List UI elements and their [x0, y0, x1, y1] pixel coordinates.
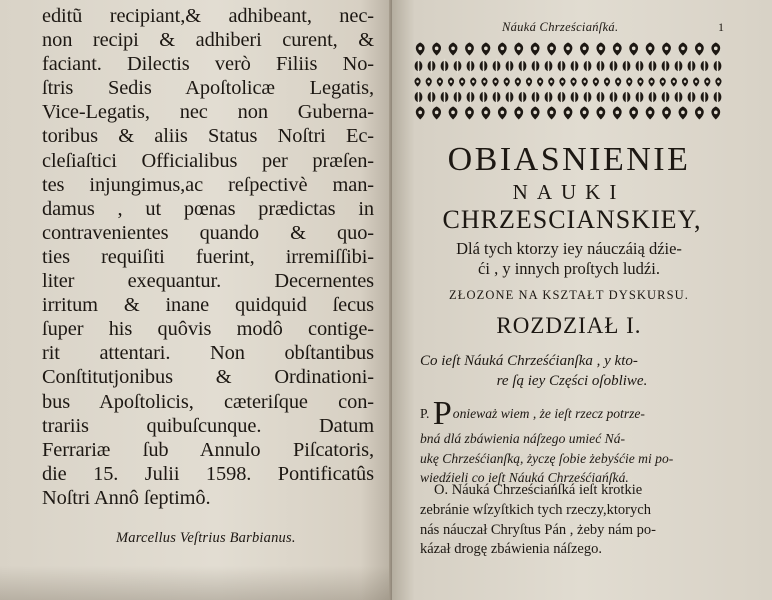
fleuron-stem — [431, 59, 433, 74]
fleuron-eye — [435, 111, 439, 115]
fleuron-eye — [714, 47, 718, 51]
fleuron-stem — [600, 90, 602, 105]
text-line: kázał drogę zbáwienia náſzego. — [420, 541, 602, 558]
fleuron-eye — [472, 80, 475, 83]
fleuron-eye — [650, 80, 653, 83]
fleuron-eye — [418, 47, 422, 51]
title-line-1: OBIASNIENIE — [447, 141, 691, 178]
fleuron-stem — [574, 90, 576, 105]
fleuron-stem — [704, 90, 706, 105]
fleuron-eye — [500, 111, 504, 115]
fleuron-eye — [714, 111, 718, 115]
fleuron-eye — [583, 80, 586, 83]
fleuron-stem — [496, 59, 498, 74]
chapter-question — [420, 351, 724, 391]
fleuron-eye — [484, 47, 488, 51]
fleuron-eye — [583, 47, 587, 51]
text-line: ſuper his quôvis modô contige- — [42, 318, 374, 341]
dialogue-answer — [420, 481, 724, 560]
fleuron-eye — [632, 111, 636, 115]
fleuron-eye — [583, 111, 587, 115]
fleuron-eye — [632, 47, 636, 51]
page-number: 1 — [718, 20, 724, 34]
fleuron-eye — [416, 80, 419, 83]
fleuron-eye — [566, 111, 570, 115]
fleuron-eye — [539, 80, 542, 83]
text-line: contravenientes quando & quo- — [42, 221, 374, 244]
fleuron-eye — [550, 47, 554, 51]
text-line: editũ recipiant,& adhibeant, nec- — [42, 5, 374, 27]
fleuron-stem — [470, 59, 472, 74]
fleuron-stem — [691, 90, 693, 105]
fleuron-eye — [698, 111, 702, 115]
fleuron-eye — [717, 80, 720, 83]
fleuron-eye — [681, 47, 685, 51]
ornament-fleurons — [414, 43, 721, 120]
fleuron-eye — [450, 80, 453, 83]
text-line: ukę Chrześćianſką, życzę ſobie żebyśćie mi po- — [420, 450, 674, 466]
fleuron-eye — [517, 111, 521, 115]
fleuron-stem — [535, 90, 537, 105]
text-line: Noſtri Annô ſeptimô. — [42, 486, 211, 509]
question-line: re ſą iey Części oſobliwe. — [496, 373, 648, 389]
fleuron-stem — [717, 59, 719, 74]
fleuron-stem — [444, 59, 446, 74]
fleuron-stem — [509, 90, 511, 105]
text-line: ties requiſiti fuerint, irremiſſibi- — [42, 245, 374, 268]
speaker-marker: P. — [420, 406, 430, 421]
fleuron-stem — [639, 90, 641, 105]
fleuron-stem — [678, 59, 680, 74]
signature: Marcellus Veſtrius Barbianus. — [116, 530, 296, 546]
fleuron-eye — [706, 80, 709, 83]
fleuron-eye — [628, 80, 631, 83]
fleuron-stem — [587, 59, 589, 74]
fleuron-eye — [661, 80, 664, 83]
title-description — [412, 239, 726, 279]
text-line: non recipi & adhiberi curent, & — [42, 29, 374, 52]
fleuron-eye — [665, 47, 669, 51]
fleuron-stem — [496, 90, 498, 105]
text-line: bus Apoſtolicis, cæteriſque con- — [42, 390, 374, 413]
fleuron-eye — [517, 47, 521, 51]
fleuron-stem — [561, 59, 563, 74]
fleuron-eye — [439, 80, 442, 83]
fleuron-stem — [418, 90, 420, 105]
dialogue-question — [420, 395, 724, 488]
fleuron-eye — [427, 80, 430, 83]
text-line: liter exequantur. Decernentes — [42, 270, 374, 293]
text-line: Conſtitutjonibus & Ordinationi- — [42, 366, 374, 389]
fleuron-stem — [457, 59, 459, 74]
fleuron-eye — [418, 111, 422, 115]
fleuron-stem — [717, 90, 719, 105]
ornamental-headpiece — [412, 40, 724, 122]
fleuron-eye — [461, 80, 464, 83]
description-line: Dlá tych ktorzy iey náuczáią dźie- — [456, 239, 682, 258]
fleuron-stem — [444, 90, 446, 105]
text-line: ſtris Sedis Apoſtolicæ Legatis, — [42, 77, 374, 100]
fleuron-stem — [626, 59, 628, 74]
fleuron-eye — [435, 47, 439, 51]
fleuron-eye — [639, 80, 642, 83]
fleuron-stem — [574, 59, 576, 74]
fleuron-stem — [418, 59, 420, 74]
fleuron-stem — [470, 90, 472, 105]
fleuron-stem — [509, 59, 511, 74]
fleuron-eye — [599, 47, 603, 51]
fleuron-stem — [639, 59, 641, 74]
title-line-3: CHRZESCIANSKIEY, — [442, 205, 702, 234]
fleuron-eye — [451, 47, 455, 51]
fleuron-eye — [500, 47, 504, 51]
fleuron-stem — [613, 59, 615, 74]
text-line: wiedźieli co ieſt Náuká Chrześćiańſká. — [420, 470, 629, 485]
fleuron-stem — [665, 90, 667, 105]
text-line: rit attentari. Non obſtantibus — [42, 342, 374, 365]
fleuron-eye — [517, 80, 520, 83]
fleuron-stem — [691, 59, 693, 74]
fleuron-eye — [673, 80, 676, 83]
fleuron-stem — [704, 59, 706, 74]
fleuron-eye — [648, 111, 652, 115]
fleuron-eye — [505, 80, 508, 83]
fleuron-stem — [522, 90, 524, 105]
fleuron-eye — [566, 47, 570, 51]
fleuron-eye — [615, 111, 619, 115]
text-line: Ferrariæ ſub Annulo Piſcatoris, — [42, 438, 374, 461]
fleuron-eye — [698, 47, 702, 51]
text-line: onieważ wiem , że ieſt rzecz potrze- — [452, 406, 645, 421]
fleuron-eye — [681, 111, 685, 115]
question-line: Co ieſt Náuká Chrześćianſka , y kto- — [420, 353, 638, 369]
text-line: faciant. Dilectis verò Filiis No- — [42, 53, 374, 76]
text-line: die 15. Julii 1598. Pontificatûs — [42, 462, 374, 485]
fleuron-eye — [665, 111, 669, 115]
fleuron-stem — [548, 59, 550, 74]
fleuron-stem — [561, 90, 563, 105]
fleuron-stem — [483, 59, 485, 74]
fleuron-eye — [572, 80, 575, 83]
text-line: zebránie wſzyſtkich tych rzeczy,ktorych — [420, 501, 651, 518]
fleuron-eye — [550, 111, 554, 115]
fleuron-eye — [533, 47, 537, 51]
description-line: ći , y innych proſtych ludźi. — [478, 259, 660, 278]
fleuron-eye — [468, 111, 472, 115]
fleuron-eye — [550, 80, 553, 83]
papal-bull-text — [42, 4, 374, 510]
fleuron-eye — [606, 80, 609, 83]
text-line: trariis quibuſcunque. Datum — [42, 414, 374, 437]
fleuron-stem — [626, 90, 628, 105]
fleuron-eye — [561, 80, 564, 83]
text-line: irritum & inane quidquid ſecus — [42, 294, 374, 317]
fleuron-eye — [533, 111, 537, 115]
text-line: bná dlá zbáwienia náſzego umieć Ná- — [420, 431, 626, 446]
chapter-heading: ROZDZIAŁ I. — [496, 313, 642, 338]
fleuron-stem — [535, 59, 537, 74]
text-line: damus , ut pœnas prædictas in — [42, 197, 374, 220]
dropcap: P — [432, 395, 452, 432]
fleuron-stem — [652, 90, 654, 105]
fleuron-eye — [599, 111, 603, 115]
text-line: toribus & aliis Status Noſtri Ec- — [42, 125, 374, 148]
fleuron-eye — [595, 80, 598, 83]
fleuron-stem — [613, 90, 615, 105]
question-first-line — [420, 395, 724, 432]
text-line: nás náuczał Chryſtus Pán , żeby nám po- — [420, 521, 656, 538]
text-line: Vice-Legatis, nec non Guberna- — [42, 101, 374, 124]
fleuron-eye — [684, 80, 687, 83]
page-edge-shadow — [0, 566, 392, 600]
fleuron-stem — [665, 59, 667, 74]
fleuron-eye — [483, 80, 486, 83]
fleuron-eye — [617, 80, 620, 83]
running-head: Náuká Chrześciańſká. — [502, 20, 619, 34]
title-line-2: NAUKI — [512, 180, 626, 204]
fleuron-stem — [587, 90, 589, 105]
fleuron-stem — [652, 59, 654, 74]
fleuron-eye — [451, 111, 455, 115]
fleuron-eye — [695, 80, 698, 83]
fleuron-stem — [548, 90, 550, 105]
fleuron-eye — [494, 80, 497, 83]
text-line: O. Náuká Chrześciańſká ieſt krotkie — [434, 482, 643, 498]
fleuron-eye — [648, 47, 652, 51]
fleuron-stem — [483, 90, 485, 105]
fleuron-stem — [522, 59, 524, 74]
text-line: cleſiaſtici Officialibus per præſen- — [42, 149, 374, 172]
fleuron-stem — [431, 90, 433, 105]
right-page — [392, 0, 772, 600]
text-line: tes injungimus,ac reſpectivè man- — [42, 173, 374, 196]
fleuron-eye — [468, 47, 472, 51]
fleuron-eye — [615, 47, 619, 51]
fleuron-stem — [678, 90, 680, 105]
fleuron-stem — [457, 90, 459, 105]
fleuron-eye — [484, 111, 488, 115]
subheading: ZŁOZONE NA KSZTAŁT DYSKURSU. — [449, 288, 689, 302]
fleuron-stem — [600, 59, 602, 74]
fleuron-eye — [528, 80, 531, 83]
